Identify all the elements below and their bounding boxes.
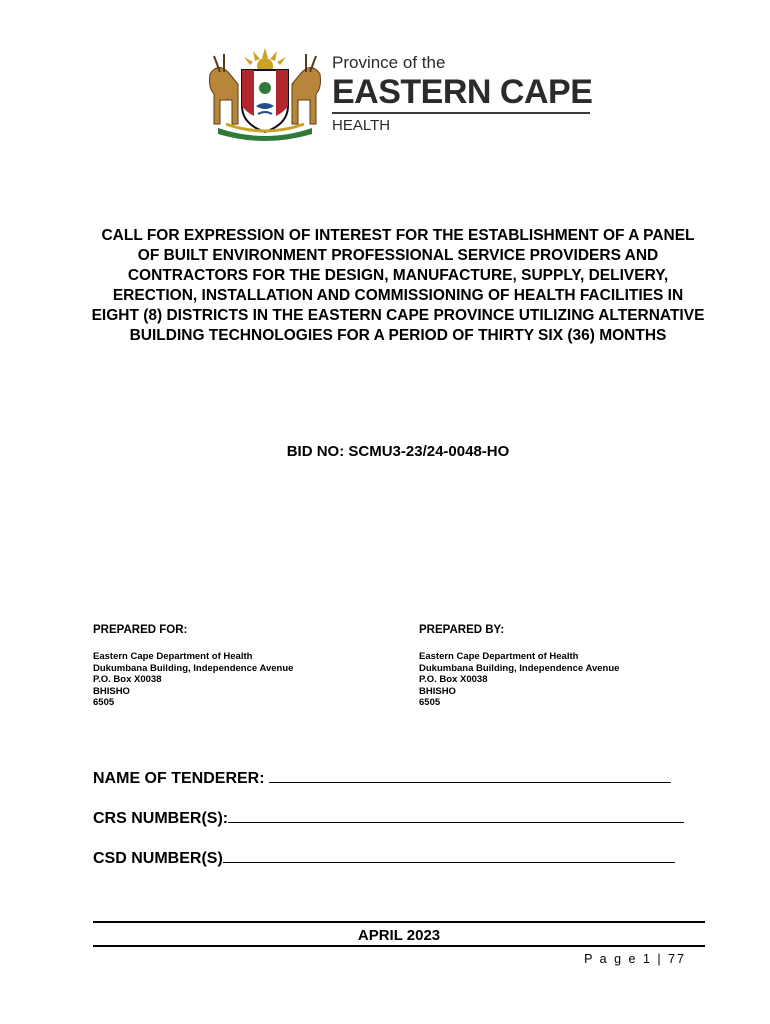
prepared-for-block [93, 623, 393, 709]
prepared-by-block [419, 623, 719, 709]
crs-number-label: CRS NUMBER(S): [93, 810, 229, 827]
address-line: Eastern Cape Department of Health [419, 651, 579, 662]
document-date: APRIL 2023 [357, 927, 441, 944]
logo-divider [332, 112, 590, 114]
bid-number: BID NO: SCMU3-23/24-0048-HO [286, 443, 510, 460]
address-line: BHISHO [419, 685, 456, 697]
document-title: CALL FOR EXPRESSION OF INTEREST FOR THE ESTABLISHMENT OF A PANEL OF BUILT ENVIRONMENT PROFESSIONAL SERVICE PROVIDERS AND CONTRACTORS FOR THE DESIGN, MANUFACTURE, SUPPLY, DELIVERY, ERECTION, INSTALLATION AND COMMISSIONING OF HEALTH FACILITIES IN EIGHT (8) DISTRICTS IN THE EASTERN CAPE PROVINCE UTILIZING ALTERNATIVE BUILDING TECHNOLOGIES FOR A PERIOD OF THIRTY SIX (36) MONTHS [91, 227, 705, 344]
csd-number-field [93, 846, 703, 870]
tenderer-name-field [93, 766, 703, 790]
crs-number-input-line[interactable] [228, 806, 684, 823]
coat-of-arms-icon [198, 44, 332, 144]
csd-number-label: CSD NUMBER(S) [93, 850, 223, 867]
address-line: P.O. Box X0038 [93, 674, 162, 685]
address-line: Dukumbana Building, Independence Avenue [419, 662, 620, 674]
footer-bottom-rule [93, 945, 705, 947]
page-total: 77 [668, 952, 686, 966]
crs-number-field [93, 806, 703, 830]
address-line: 6505 [419, 697, 441, 708]
tenderer-name-label: NAME OF TENDERER: [93, 770, 265, 787]
address-line: Eastern Cape Department of Health [93, 651, 253, 662]
department-logo [198, 44, 598, 144]
tenderer-name-input-line[interactable] [269, 766, 671, 783]
footer-top-rule [93, 921, 705, 923]
page-number: P a g e 1 | 77 [584, 952, 686, 966]
page-current: 1 [642, 952, 652, 966]
prepared-by-heading: PREPARED BY: [419, 624, 505, 636]
address-line: 6505 [93, 697, 115, 708]
page-label: P a g e [584, 952, 638, 966]
logo-health-text: HEALTH [332, 117, 391, 134]
logo-eastern-cape-text: EASTERN CAPE [332, 73, 593, 111]
address-line: BHISHO [93, 685, 130, 697]
address-line: Dukumbana Building, Independence Avenue [93, 662, 294, 674]
address-line: P.O. Box X0038 [419, 674, 488, 685]
prepared-for-heading: PREPARED FOR: [93, 624, 188, 636]
prepared-for-address [93, 651, 393, 709]
logo-province-text: Province of the [332, 53, 446, 72]
prepared-by-address [419, 651, 719, 709]
csd-number-input-line[interactable] [223, 846, 675, 863]
